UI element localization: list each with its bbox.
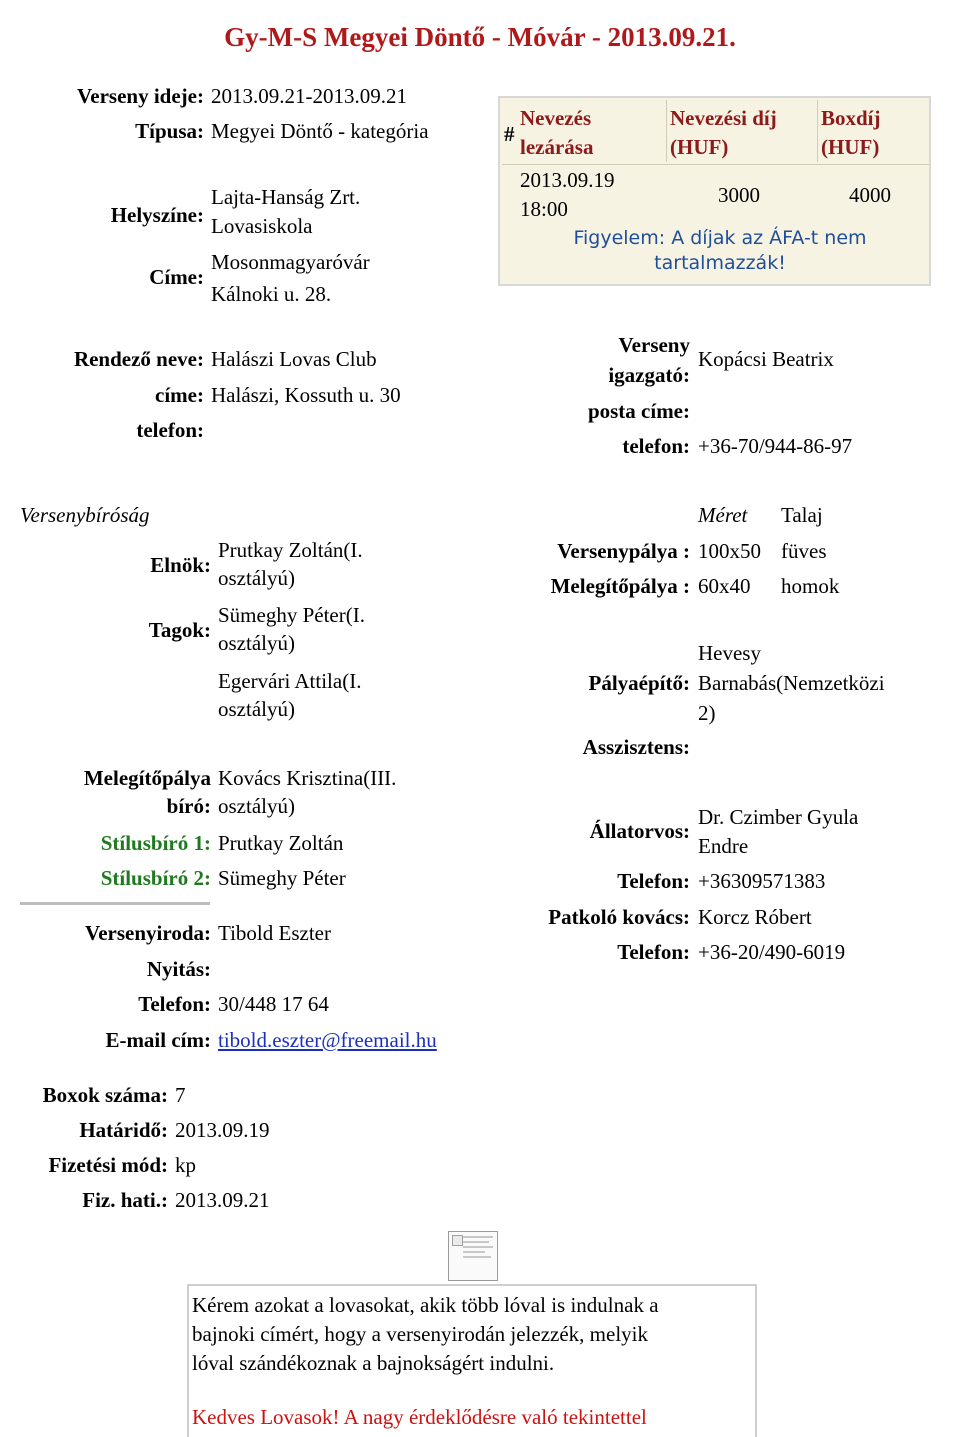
builder-line3: 2)	[698, 701, 716, 725]
jury-members-label: Tagok:	[148, 618, 211, 642]
fee-header-box-2: (HUF)	[821, 135, 880, 159]
office-email-link[interactable]: tibold.eszter@freemail.hu	[218, 1028, 437, 1052]
box-count-value: 7	[175, 1083, 186, 1107]
jury-warmup-label-1: Melegítőpálya	[83, 766, 211, 790]
notice-line: bajnoki címért, hogy a versenyirodán jelezzék, melyik	[192, 1321, 649, 1346]
placeholder-line	[463, 1251, 485, 1253]
fee-table	[498, 96, 931, 286]
office-email-label: E-mail cím:	[105, 1028, 211, 1052]
fee-col-divider	[666, 100, 667, 162]
address-line2: Kálnoki u. 28.	[211, 282, 332, 306]
box-deadline-value: 2013.09.19	[175, 1118, 270, 1142]
address-line1: Mosonmagyaróvár	[211, 250, 370, 274]
office-opening-label: Nyitás:	[146, 957, 211, 981]
address-label: Címe:	[149, 265, 204, 289]
office-phone-value: 30/448 17 64	[218, 992, 329, 1016]
farrier-value: Korcz Róbert	[698, 905, 812, 929]
section-divider	[20, 902, 210, 905]
jury-warmup-line2: osztályú)	[218, 794, 295, 818]
jury-style1-value: Prutkay Zoltán	[218, 831, 344, 855]
arena-main-ground: füves	[781, 539, 827, 563]
event-date-value: 2013.09.21-2013.09.21	[211, 84, 407, 108]
vet-phone-label: Telefon:	[617, 869, 690, 893]
arena-main-size: 100x50	[698, 539, 761, 563]
builder-line2: Barnabás(Nemzetközi	[698, 671, 885, 695]
venue-label: Helyszíne:	[110, 203, 204, 227]
placeholder-line	[463, 1236, 493, 1238]
organizer-name-value: Halászi Lovas Club	[211, 347, 377, 371]
jury-member1-line1: Sümeghy Péter(I.	[218, 603, 365, 627]
vet-line2: Endre	[698, 834, 749, 858]
director-post-label: posta címe:	[587, 399, 690, 423]
vet-phone-value: +36309571383	[698, 869, 826, 893]
fee-box-value: 4000	[849, 183, 891, 207]
jury-member1-line2: osztályú)	[218, 631, 295, 655]
vet-line1: Dr. Czimber Gyula	[698, 805, 859, 829]
jury-member2-line2: osztályú)	[218, 697, 295, 721]
director-phone-label: telefon:	[622, 434, 690, 458]
payment-deadline-label: Fiz. hati.:	[82, 1188, 168, 1212]
jury-member2-line1: Egervári Attila(I.	[218, 669, 362, 693]
builder-line1: Hevesy	[698, 641, 761, 665]
director-name: Kopácsi Beatrix	[698, 347, 834, 371]
payment-method-label: Fizetési mód:	[48, 1153, 168, 1177]
fee-entry-value: 3000	[718, 183, 760, 207]
fee-vat-notice: Figyelem: A díjak az ÁFA-t nem tartalmazzák!	[573, 227, 867, 274]
box-count-label: Boxok száma:	[42, 1083, 168, 1107]
fee-hash: #	[504, 122, 515, 146]
notice-spacer	[192, 1378, 749, 1403]
broken-image-icon	[448, 1231, 498, 1281]
farrier-phone-label: Telefon:	[617, 940, 690, 964]
fee-header-box-1: Boxdíj	[821, 106, 881, 130]
arena-warmup-ground: homok	[781, 574, 840, 598]
arena-size-header: Méret	[698, 503, 748, 527]
organizer-address-label: címe:	[155, 383, 204, 407]
payment-method-value: kp	[175, 1153, 196, 1177]
office-value: Tibold Eszter	[218, 921, 331, 945]
jury-warmup-line1: Kovács Krisztina(III.	[218, 766, 397, 790]
organizer-phone-label: telefon:	[136, 418, 204, 442]
placeholder-line	[463, 1256, 491, 1258]
jury-heading: Versenybíróság	[20, 503, 150, 527]
image-placeholder-icon	[452, 1235, 463, 1246]
event-type-label: Típusa:	[135, 119, 204, 143]
fee-col-divider	[817, 100, 818, 162]
office-label: Versenyiroda:	[85, 921, 211, 945]
venue-line1: Lajta-Hanság Zrt.	[211, 185, 361, 209]
jury-style1-label: Stílusbíró 1:	[100, 831, 211, 855]
box-deadline-label: Határidő:	[79, 1118, 168, 1142]
notice-line: Kérem azokat a lovasokat, akik több lóval is indulnak a	[192, 1293, 659, 1317]
placeholder-line	[463, 1246, 493, 1248]
fee-row-divider	[502, 164, 929, 165]
arena-ground-header: Talaj	[781, 503, 823, 527]
placeholder-line	[463, 1241, 489, 1243]
fee-close-time: 18:00	[520, 197, 568, 221]
notice-line: lóval szándékoznak a bajnokságért indulni.	[192, 1350, 555, 1375]
jury-chair-label: Elnök:	[150, 553, 211, 577]
arena-main-label: Versenypálya :	[557, 539, 690, 563]
vet-label: Állatorvos:	[589, 819, 690, 843]
office-phone-label: Telefon:	[138, 992, 211, 1016]
assistant-label: Asszisztens:	[582, 735, 690, 759]
jury-warmup-label-2: bíró:	[166, 794, 211, 818]
page-title: Gy-M-S Megyei Döntő - Móvár - 2013.09.21.	[224, 22, 736, 52]
notice-greeting: Kedves Lovasok! A nagy érdeklődésre való tekintettel	[192, 1404, 647, 1429]
director-label-2: igazgató:	[608, 363, 690, 387]
arena-warmup-size: 60x40	[698, 574, 751, 598]
director-label-1: Verseny	[618, 333, 690, 357]
organizer-name-label: Rendező neve:	[73, 347, 204, 371]
fee-close-date: 2013.09.19	[520, 168, 615, 192]
event-type-value: Megyei Döntő - kategória	[211, 119, 429, 143]
fee-header-close-1: Nevezés	[520, 106, 592, 130]
organizer-address-value: Halászi, Kossuth u. 30	[211, 383, 401, 407]
jury-style2-value: Sümeghy Péter	[218, 866, 346, 890]
fee-header-entry-1: Nevezési díj	[670, 106, 777, 130]
arena-warmup-label: Melegítőpálya :	[550, 574, 690, 598]
jury-chair-line2: osztályú)	[218, 566, 295, 590]
jury-style2-label: Stílusbíró 2:	[100, 866, 211, 890]
builder-label: Pályaépítő:	[588, 671, 690, 695]
payment-deadline-value: 2013.09.21	[175, 1188, 270, 1212]
venue-line2: Lovasiskola	[211, 214, 313, 238]
fee-header-entry-2: (HUF)	[670, 135, 729, 159]
notice-box	[187, 1284, 757, 1437]
jury-chair-line1: Prutkay Zoltán(I.	[218, 538, 363, 562]
event-date-label: Verseny ideje:	[77, 84, 204, 108]
fee-header-close-2: lezárása	[520, 135, 594, 159]
director-phone-value: +36-70/944-86-97	[698, 434, 853, 458]
farrier-phone-value: +36-20/490-6019	[698, 940, 846, 964]
farrier-label: Patkoló kovács:	[548, 905, 690, 929]
